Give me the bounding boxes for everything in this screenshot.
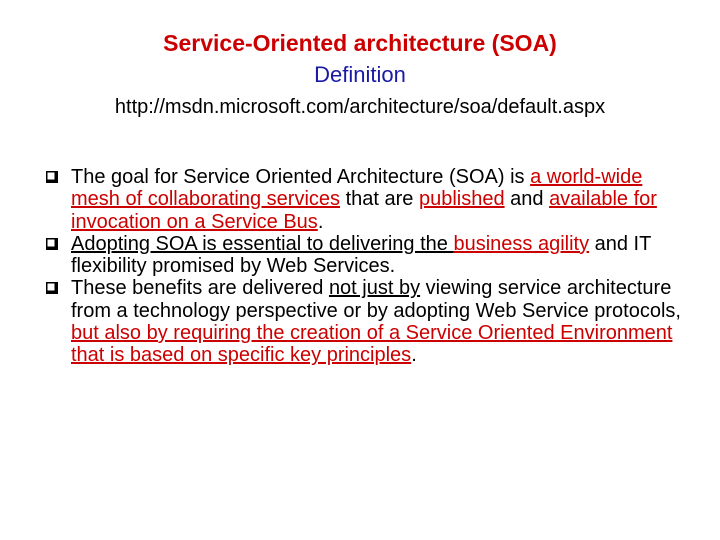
checkbox-square-icon bbox=[46, 238, 58, 250]
slide-subtitle: Definition bbox=[314, 62, 406, 87]
reference-url: http://msdn.microsoft.com/architecture/soa/default.aspx bbox=[114, 96, 606, 118]
checkbox-square-icon bbox=[46, 282, 58, 294]
highlight-text: business agility bbox=[453, 232, 590, 255]
bullet-text: and bbox=[504, 188, 550, 211]
slide-title: Service-Oriented architecture (SOA) bbox=[163, 30, 557, 56]
bullet-text: that are bbox=[340, 188, 419, 211]
bullet-text: viewing service architecture from a technology perspective or by adopting Web Service protocols, bbox=[71, 277, 681, 322]
highlight-text: but also by requiring the creation of a Service Oriented Environment that is based on specific key principles bbox=[71, 322, 673, 367]
bullet-text: and IT flexibility promised by Web Services. bbox=[71, 232, 651, 278]
bullet-item bbox=[45, 233, 695, 278]
bullet-text: . bbox=[411, 344, 417, 367]
bullet-text: These benefits are delivered bbox=[71, 277, 329, 300]
bullet-text: . bbox=[317, 210, 324, 233]
underlined-text: Adopting SOA is essential to delivering the bbox=[71, 232, 454, 255]
highlight-text: available for invocation on a Service Bus bbox=[71, 188, 657, 233]
bullet-list bbox=[45, 166, 695, 367]
highlight-text: published bbox=[418, 188, 505, 211]
underlined-text: not just by bbox=[328, 277, 421, 300]
bullet-item bbox=[45, 277, 695, 366]
highlight-text: a world-wide mesh of collaborating services bbox=[71, 166, 643, 211]
bullet-item bbox=[45, 166, 695, 233]
bullet-text: The goal for Service Oriented Architecture (SOA) is bbox=[71, 166, 531, 188]
checkbox-square-icon bbox=[46, 171, 58, 183]
